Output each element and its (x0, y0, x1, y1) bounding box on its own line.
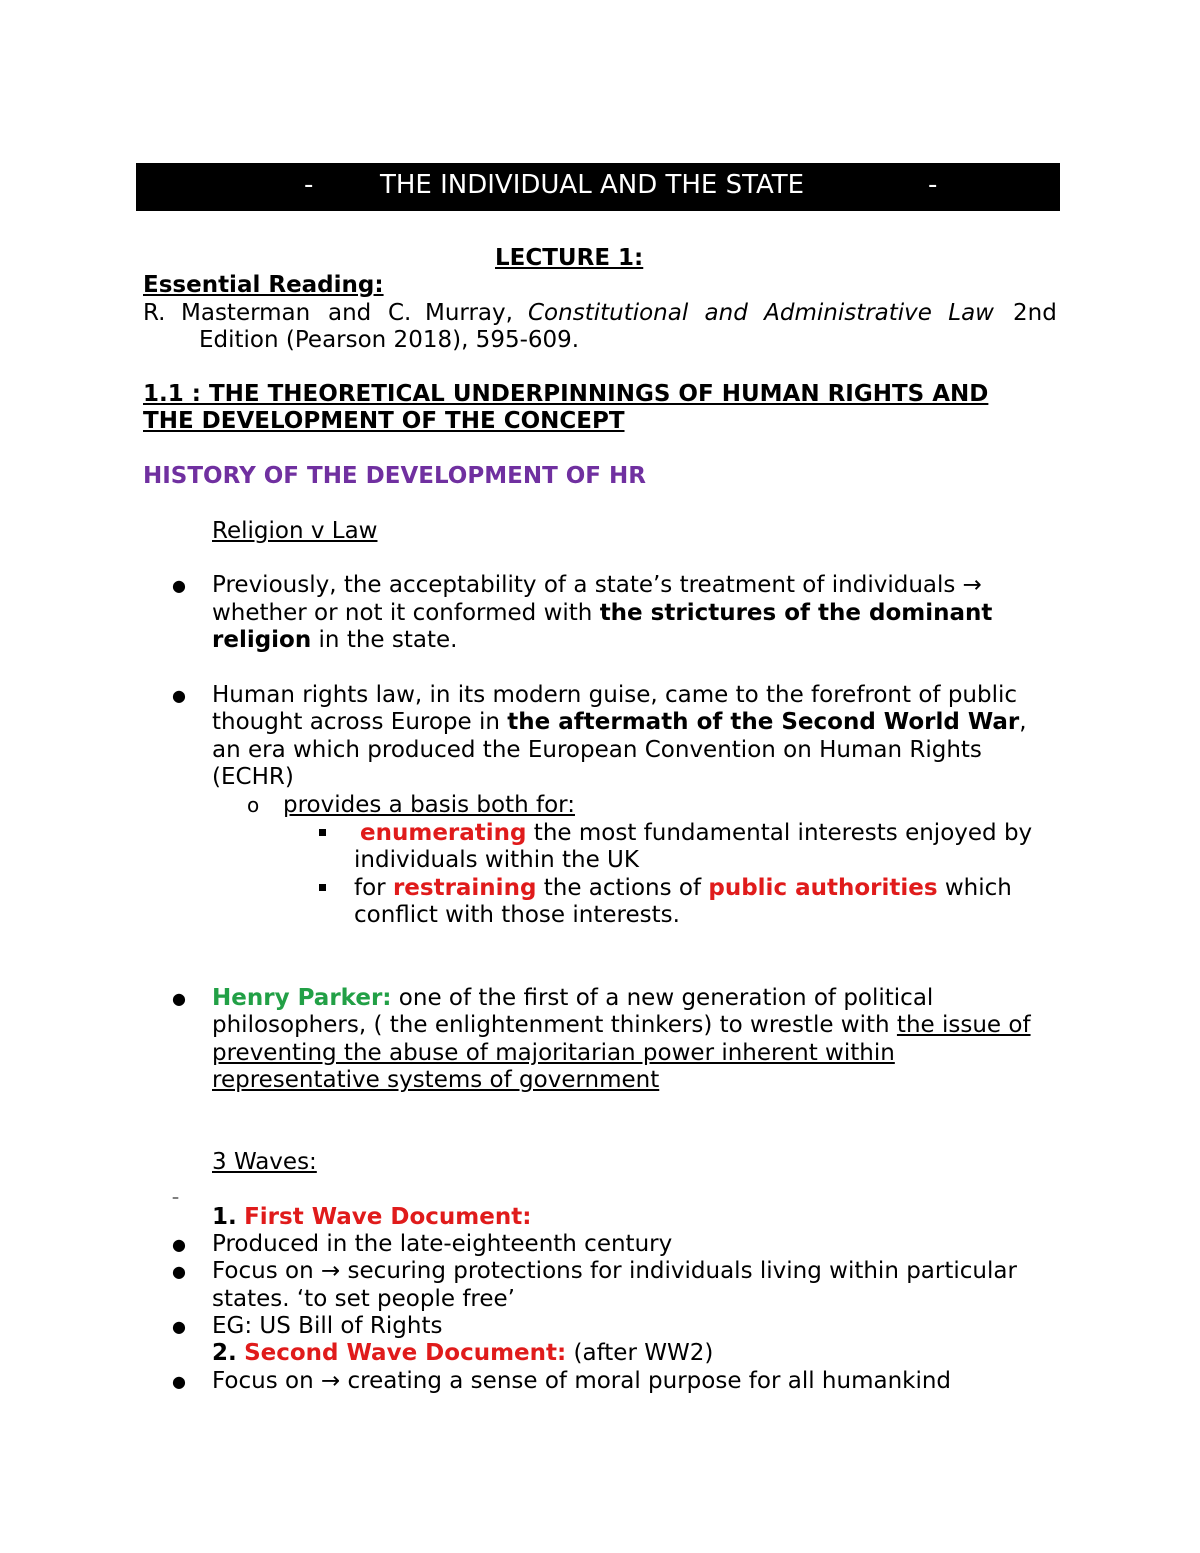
bullet2-line1: Human rights law, in its modern guise, came to the forefront of public (212, 682, 1018, 708)
bullet2-sub2-line1: for restraining the actions of public authorities which (354, 875, 1012, 901)
bullet3-line4: representative systems of government (212, 1067, 660, 1093)
square-bullet-icon (319, 829, 326, 836)
bullet3-line3: preventing the abuse of majoritarian power inherent within (212, 1040, 895, 1066)
bullet1-line3: religion in the state. (212, 627, 458, 653)
wave1-bullet2-line2: states. ‘to set people free’ (212, 1286, 515, 1312)
square-bullet-icon (319, 884, 326, 891)
banner-dash-right: - (928, 170, 938, 200)
wave1-heading: 1. First Wave Document: (212, 1204, 532, 1230)
wave1-bullet2-line1: Focus on → securing protections for individuals living within particular (212, 1258, 1017, 1284)
section-heading-line1: 1.1 : THE THEORETICAL UNDERPINNINGS OF HUMAN RIGHTS AND (143, 381, 989, 407)
reading-author: Masterman (181, 300, 311, 326)
reading-citation-line1: R. (143, 300, 166, 326)
reading-citation-line2: Edition (Pearson 2018), 595-609. (199, 327, 580, 353)
banner-dash-left: - (304, 170, 314, 200)
bullet-icon: ● (172, 1317, 186, 1336)
bullet-icon: ● (172, 1235, 186, 1254)
lecture-heading: LECTURE 1: (495, 245, 644, 271)
waves-heading: 3 Waves: (212, 1149, 317, 1175)
bullet3-line1: Henry Parker: one of the first of a new generation of political (212, 985, 934, 1011)
circle-bullet-icon: o (247, 793, 260, 817)
wave1-bullet3: EG: US Bill of Rights (212, 1313, 443, 1339)
bullet-icon: ● (172, 576, 186, 595)
wave1-bullet1: Produced in the late-eighteenth century (212, 1231, 673, 1257)
reading-book-title: Constitutional and Administrative Law (528, 300, 994, 326)
reading-edition: 2nd (1013, 300, 1057, 326)
title-banner (136, 163, 1060, 211)
section-heading-line2: THE DEVELOPMENT OF THE CONCEPT (143, 408, 625, 434)
reading-and: and (328, 300, 372, 326)
bullet1-line1: Previously, the acceptability of a state’s treatment of individuals → (212, 572, 982, 598)
bullet2-sub2-line2: conflict with those interests. (354, 902, 680, 928)
religion-heading: Religion v Law (212, 518, 378, 544)
history-heading: HISTORY OF THE DEVELOPMENT OF HR (143, 463, 646, 489)
bullet1-line2: whether or not it conformed with the strictures of the dominant (212, 600, 993, 626)
bullet-icon: ● (172, 1262, 186, 1281)
bullet2-sub1-line2: individuals within the UK (354, 847, 639, 873)
reading-initial: C. (388, 300, 412, 326)
wave2-heading: 2. Second Wave Document: (after WW2) (212, 1340, 714, 1366)
wave2-bullet1: Focus on → creating a sense of moral purpose for all humankind (212, 1368, 952, 1394)
bullet-icon: ● (172, 686, 186, 705)
essential-reading-heading: Essential Reading: (143, 272, 384, 298)
bullet2-sub1-line1: enumerating the most fundamental interests enjoyed by (360, 820, 1033, 846)
bullet2-line4: (ECHR) (212, 764, 294, 790)
dash-marker: – (172, 1190, 179, 1206)
bullet-icon: ● (172, 1372, 186, 1391)
bullet3-line2: philosophers, ( the enlightenment thinkers) to wrestle with the issue of (212, 1012, 1031, 1038)
reading-coauthor: Murray, (425, 300, 513, 326)
bullet2-line3: an era which produced the European Convention on Human Rights (212, 737, 982, 763)
bullet2-line2: thought across Europe in the aftermath of the Second World War, (212, 709, 1027, 735)
bullet2-subheading: provides a basis both for: (283, 792, 575, 818)
bullet-icon: ● (172, 989, 186, 1008)
banner-title: THE INDIVIDUAL AND THE STATE (380, 170, 805, 200)
